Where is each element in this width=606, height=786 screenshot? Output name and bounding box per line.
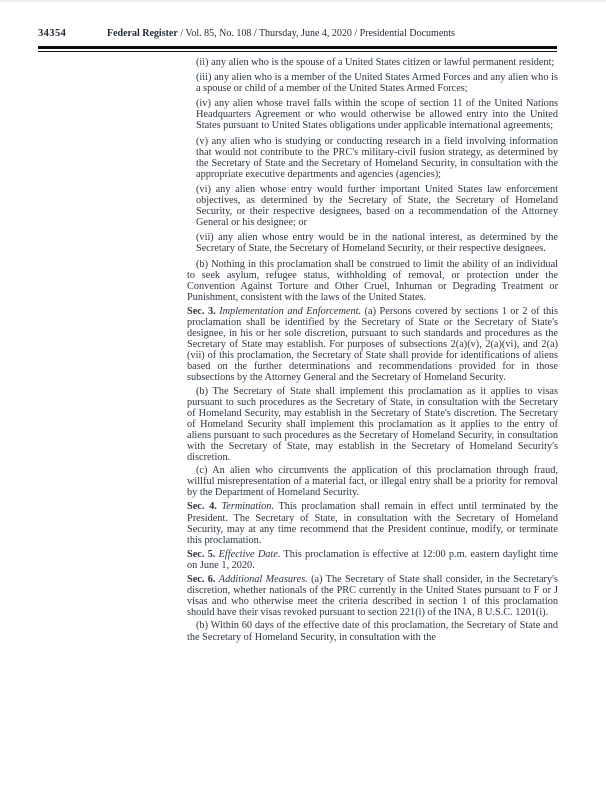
section-5 xyxy=(187,549,558,571)
subitem-vi: (vi) any alien whose entry would further important United States law enforcement objectives, as determined by the Secretary of State, the Secretary of Homeland Security, or their respective designees, based on a recommendation of the Attorney General or his designee; or xyxy=(196,183,558,229)
document-body xyxy=(187,57,558,645)
paragraph-6b: (b) Within 60 days of the effective date of this proclamation, the Secretary of State and the Secretary of Homeland Security, in consultation with the xyxy=(187,620,558,643)
paragraph-3c: (c) An alien who circumvents the application of this proclamation through fraud, willful misrepresentation of a material fact, or illegal entry shall be a priority for removal by the Department of Homeland Security. xyxy=(187,465,558,499)
subitem-iv: (iv) any alien whose travel falls within the scope of section 11 of the United Nations Headquarters Agreement or who would otherwise be allowed entry into the United States pursuant to United States obligations under applicable international agreements; xyxy=(196,98,558,132)
section-5-label: Sec. 5. xyxy=(187,548,216,560)
section-6-text: (a) The Secretary of State shall consider, in the Secretary's discretion, whether nationals of the PRC currently in the United States pursuant to F or J visas and who otherwise meet the criteria described in section 1 of this proclamation should have their visas revoked pursuant to section 221(i) of the INA, 8 U.S.C. 1201(i). xyxy=(187,574,559,619)
section-3-text: (a) Persons covered by sections 1 or 2 of this proclamation shall be identified by the Secretary of State or the Secretary of State's designee, in his or her sole discretion, pursuant to such standards and procedures as the Secretary of State may establish. For purposes of subsections 2(a)(v), 2(a)(vi), and 2(a)(vii) of this proclamation, the Secretary of State shall provide for identifications of aliens based on the further determinations and recommendations provided for in those subsections by the Attorney General and the Secretary of Homeland Security. xyxy=(187,305,558,384)
section-5-text: This proclamation is effective at 12:00 p.m. eastern daylight time on June 1, 2020. xyxy=(187,548,559,571)
section-4-text: This proclamation shall remain in effect until terminated by the President. The Secretary of State, in consultation with the Secretary of Homeland Security, may at any time recommend that the President continue, modify, or terminate this proclamation. xyxy=(187,501,559,546)
subitem-v: (v) any alien who is studying or conducting research in a field involving information that would not contribute to the PRC's military-civil fusion strategy, as determined by the Secretary of State and the Secretary of Homeland Security, in consultation with the appropriate executive departments and agencies (agencies); xyxy=(196,135,558,180)
section-6-title: Additional Measures. xyxy=(218,574,308,586)
paragraph-2b: (b) Nothing in this proclamation shall be construed to limit the ability of an individual to seek asylum, refugee status, withholding of removal, or protection under the Convention Against Torture and Other Cruel, Inhuman or Degrading Treatment or Punishment, consistent with the laws of the United States. xyxy=(187,258,558,303)
header-citation: / Vol. 85, No. 108 / Thursday, June 4, 2020 / Presidential Documents xyxy=(177,28,455,39)
section-3-title: Implementation and Enforcement. xyxy=(219,305,362,317)
section-3 xyxy=(187,306,558,384)
header-double-rule xyxy=(38,46,557,52)
section-5-title: Effective Date. xyxy=(218,548,281,560)
subitem-iii: (iii) any alien who is a member of the United States Armed Forces and any alien who is a spouse or child of a member of the United States Armed Forces; xyxy=(196,72,558,95)
paragraph-3b: (b) The Secretary of State shall implement this proclamation as it applies to visas pursuant to such procedures as the Secretary of State, in consultation with the Secretary of Homeland Security, may establish in the Secretary of State's discretion. The Secretary of Homeland Security shall implement this proclamation as it applies to the entry of aliens pursuant to such procedures as the Secretary of Homeland Security, in consultation with the Secretary of State, may establish in the Secretary of Homeland Security's discretion. xyxy=(187,385,558,464)
section-6-label: Sec. 6. xyxy=(187,574,216,586)
section-6 xyxy=(187,574,558,618)
section-4-label: Sec. 4. xyxy=(187,501,217,513)
section-3-label: Sec. 3. xyxy=(187,305,216,317)
section-4-title: Termination. xyxy=(221,501,275,513)
subitem-ii: (ii) any alien who is the spouse of a United States citizen or lawful permanent resident; xyxy=(196,57,555,68)
page-header xyxy=(38,28,558,39)
journal-name: Federal Register xyxy=(107,28,178,39)
page-number: 34354 xyxy=(38,28,67,39)
section-4 xyxy=(187,501,558,545)
subitem-vii: (vii) any alien whose entry would be in the national interest, as determined by the Secretary of State, the Secretary of Homeland Security, or their respective designees. xyxy=(196,232,558,255)
